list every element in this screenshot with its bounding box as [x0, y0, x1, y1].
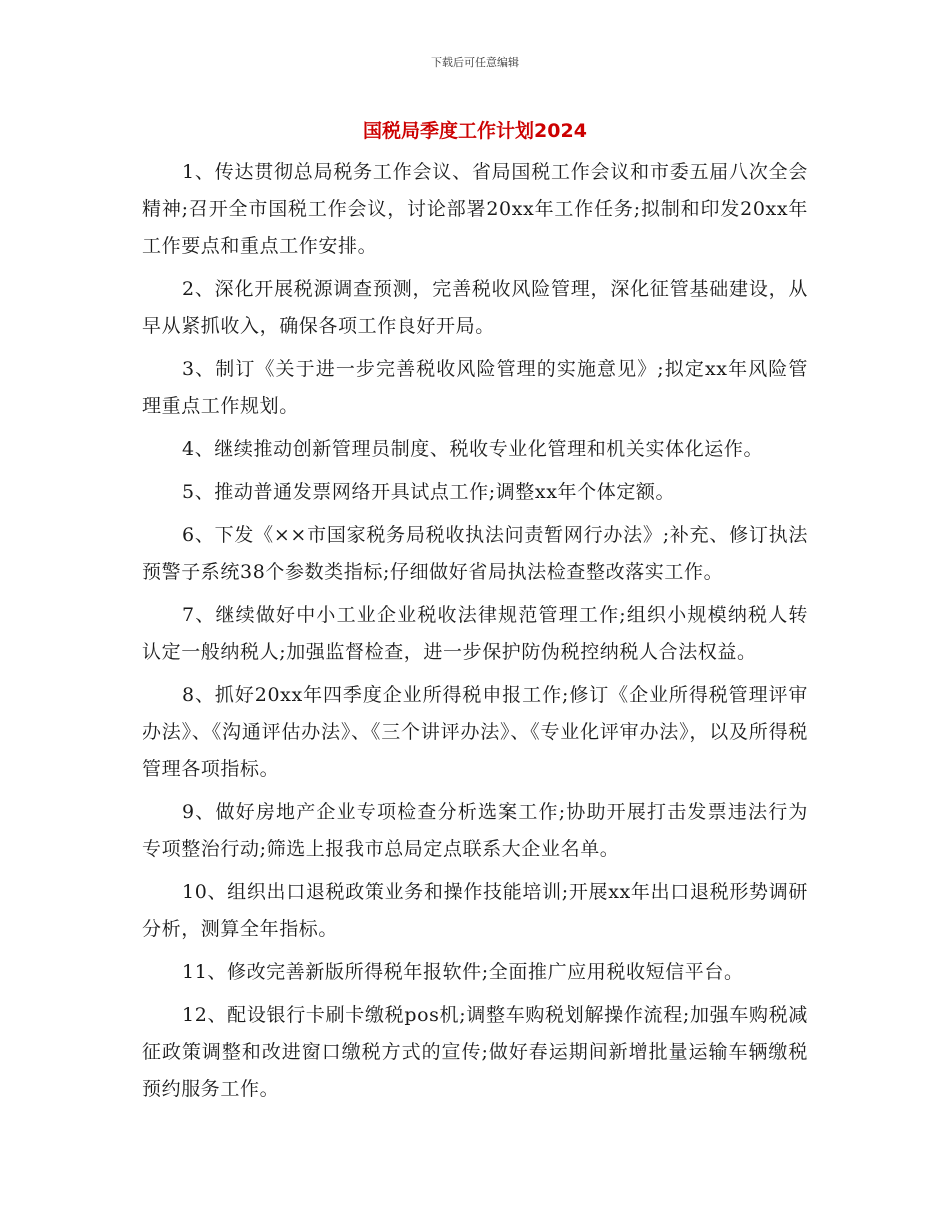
paragraph-5: 5、推动普通发票网络开具试点工作;调整xx年个体定额。 [182, 481, 676, 503]
paragraph-1: 1、传达贯彻总局税务工作会议、省局国税工作会议和市委五届八次全会精神;召开全市国税工作会议，讨论部署20xx年工作任务;拟制和印发20xx年工作要点和重点工作安排。 [142, 161, 808, 257]
paragraph-11: 11、修改完善新版所得税年报软件;全面推广应用税收短信平台。 [182, 961, 744, 983]
paragraph-12: 12、配设银行卡刷卡缴税pos机;调整车购税划解操作流程;加强车购税减征政策调整和改进窗口缴税方式的宣传;做好春运期间新增批量运输车辆缴税预约服务工作。 [142, 1004, 808, 1100]
paragraph-3: 3、制订《关于进一步完善税收风险管理的实施意见》;拟定xx年风险管理重点工作规划。 [142, 358, 808, 417]
paragraph-7: 7、继续做好中小工业企业税收法律规范管理工作;组织小规模纳税人转认定一般纳税人;加强监督检查，进一步保护防伪税控纳税人合法权益。 [142, 604, 808, 663]
paragraph-2: 2、深化开展税源调查预测，完善税收风险管理，深化征管基础建设，从早从紧抓收入，确保各项工作良好开局。 [142, 278, 808, 337]
document-body [142, 154, 808, 1114]
paragraph-4: 4、继续推动创新管理员制度、税收专业化管理和机关实体化运作。 [182, 438, 764, 460]
document-title: 国税局季度工作计划2024 [363, 120, 587, 142]
paragraph-9: 9、做好房地产企业专项检查分析选案工作;协助开展打击发票违法行为专项整治行动;筛选上报我市总局定点联系大企业名单。 [142, 801, 808, 860]
header-note: 下载后可任意编辑 [431, 56, 519, 69]
paragraph-6: 6、下发《××市国家税务局税收执法问责暂网行办法》;补充、修订执法预警子系统38个参数类指标;仔细做好省局执法检查整改落实工作。 [142, 524, 808, 583]
paragraph-8: 8、抓好20xx年四季度企业所得税申报工作;修订《企业所得税管理评审办法》、《沟通评估办法》、《三个讲评办法》、《专业化评审办法》，以及所得税管理各项指标。 [142, 684, 808, 780]
paragraph-10: 10、组织出口退税政策业务和操作技能培训;开展xx年出口退税形势调研分析，测算全年指标。 [142, 881, 808, 940]
